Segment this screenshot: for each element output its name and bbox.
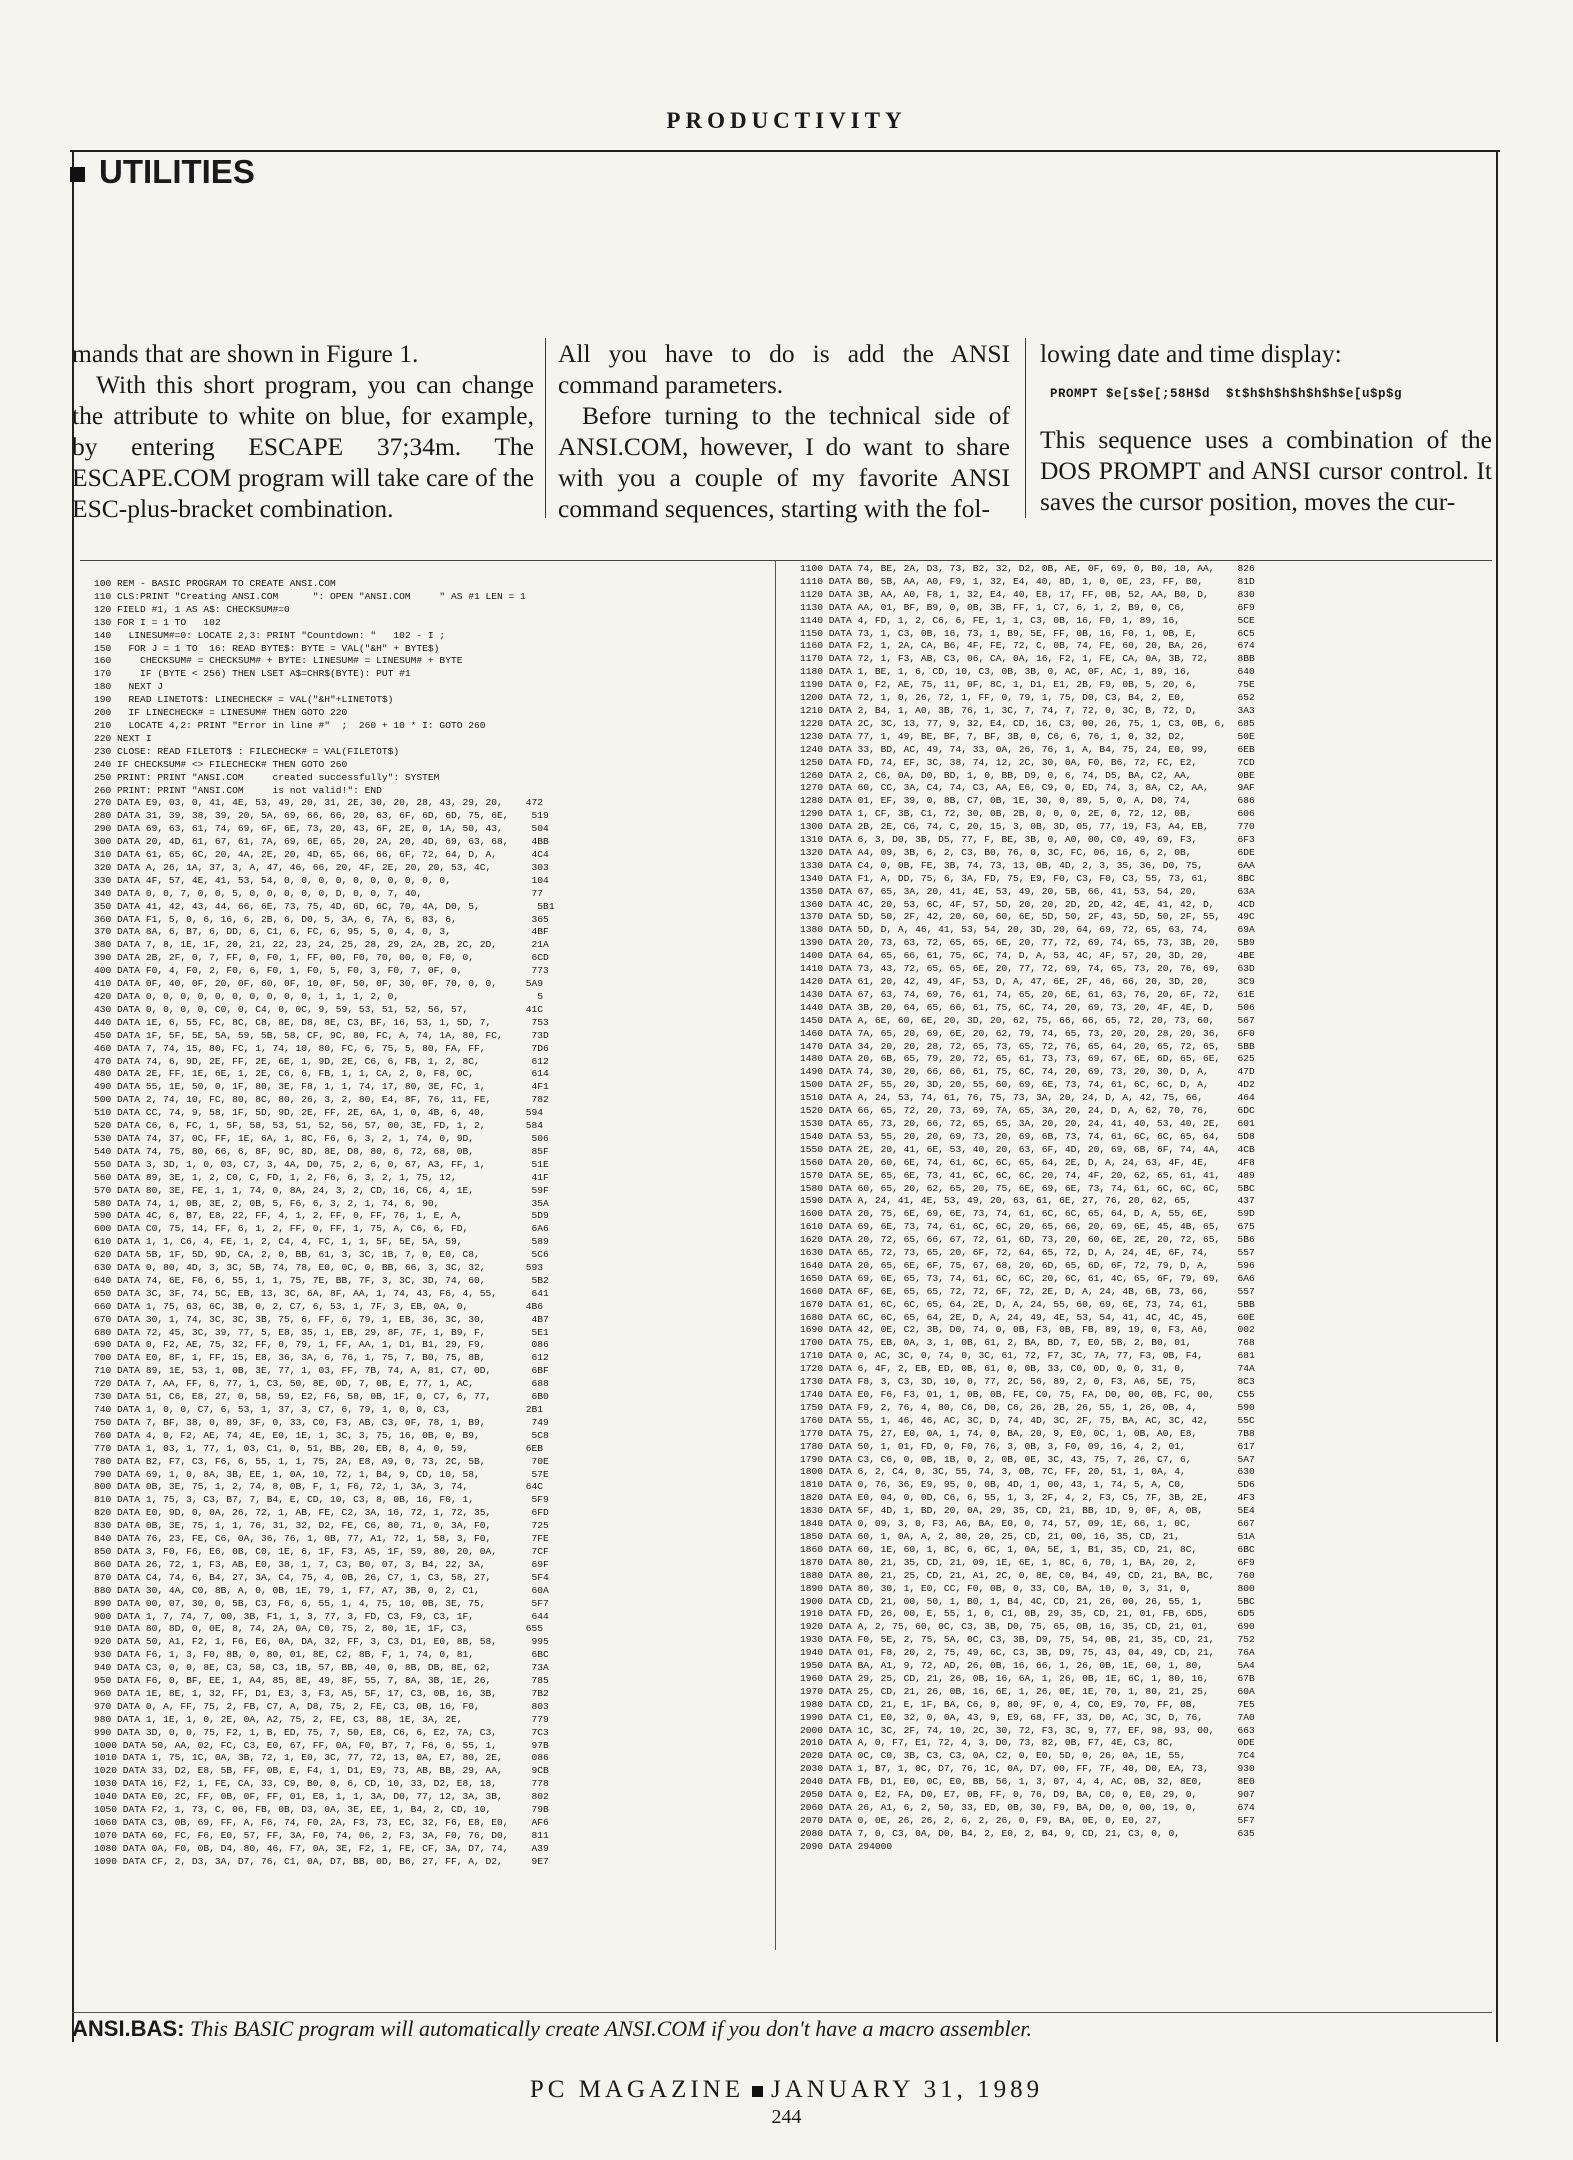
listing-line: 430 DATA 0, 0, 0, 0, C0, 0, C4, 0, 0C, 9, 59, 53, 51, 52, 56, 57, 41C <box>94 1003 544 1015</box>
paragraph: With this short program, you can change the attribute to white on blue, for example, by entering ESCAPE 37;34m. The ESCAPE.COM program will take care of the ESC-plus-bracket combination. <box>72 370 534 523</box>
listing-line: 370 DATA 8A, 6, B7, 6, DD, 6, C1, 6, FC, 6, 95, 5, 0, 4, 0, 3, 4BF <box>94 926 549 938</box>
listing-line: 1830 DATA 5F, 4D, 1, BD, 20, 0A, 29, 35, CD, 21, BB, 1D, 9, 0F, A, 0B, 5E4 <box>800 1505 1255 1517</box>
listing-line: 1240 DATA 33, BD, AC, 49, 74, 33, 0A, 26, 76, 1, A, B4, 75, 24, E0, 99, 6EB <box>800 743 1255 755</box>
listing-line: 1110 DATA B0, 5B, AA, A0, F9, 1, 32, E4, 40, 8D, 1, 0, 0E, 23, FF, B0, 81D <box>800 575 1255 587</box>
listing-line: 520 DATA C6, 6, FC, 1, 5F, 58, 53, 51, 52, 56, 57, 00, 3E, FD, 1, 2, 584 <box>94 1120 544 1132</box>
listing-line: 870 DATA C4, 74, 6, B4, 27, 3A, C4, 75, 4, 0B, 26, C7, 1, C3, 58, 27, 5F4 <box>94 1571 549 1583</box>
listing-line: 210 LOCATE 4,2: PRINT "Error in line #" ; 260 + 10 * I: GOTO 260 <box>94 719 486 731</box>
listing-line: 990 DATA 3D, 0, 0, 75, F2, 1, B, ED, 75, 7, 50, E8, C6, 6, E2, 7A, C3, 7C3 <box>94 1726 549 1738</box>
listing-line: 640 DATA 74, 6E, F6, 6, 55, 1, 1, 75, 7E, BB, 7F, 3, 3C, 3D, 74, 60, 5B2 <box>94 1274 549 1286</box>
listing-line: 1150 DATA 73, 1, C3, 0B, 16, 73, 1, B9, 5E, FF, 0B, 16, F0, 1, 0B, E, 6C5 <box>800 627 1255 639</box>
listing-line: 890 DATA 00, 07, 30, 0, 5B, C3, F6, 6, 55, 1, 4, 75, 10, 0B, 3E, 75, 5F7 <box>94 1597 549 1609</box>
listing-line: 900 DATA 1, 7, 74, 7, 00, 3B, F1, 1, 3, 77, 3, FD, C3, F9, C3, 1F, 644 <box>94 1610 549 1622</box>
listing-line: 1290 DATA 1, CF, 3B, C1, 72, 30, 0B, 2B, 0, 0, 0, 2E, 0, 72, 12, 0B, 606 <box>800 808 1255 820</box>
listing-line: 1090 DATA CF, 2, D3, 3A, D7, 76, C1, 0A, D7, BB, 0D, B6, 27, FF, A, D2, 9E7 <box>94 1855 549 1867</box>
listing-line: 510 DATA CC, 74, 9, 58, 1F, 5D, 9D, 2E, FF, 2E, 6A, 1, 0, 4B, 6, 40, 594 <box>94 1107 544 1119</box>
listing-line: 170 IF (BYTE < 256) THEN LSET A$=CHR$(BYTE): PUT #1 <box>94 668 411 680</box>
listing-line: 350 DATA 41, 42, 43, 44, 66, 6E, 73, 75, 4D, 6D, 6C, 70, 4A, D0, 5, 5B1 <box>94 900 555 912</box>
listing-line: 1060 DATA C3, 0B, 69, FF, A, F6, 74, F0, 2A, F3, 73, EC, 32, F6, E8, E0, AF6 <box>94 1817 549 1828</box>
section-header: PRODUCTIVITY <box>666 108 907 133</box>
listing-line: 420 DATA 0, 0, 0, 0, 0, 0, 0, 0, 0, 0, 1, 1, 1, 2, 0, 5 <box>94 991 544 1002</box>
listing-line: 1420 DATA 61, 20, 42, 49, 4F, 53, D, A, 47, 6E, 2F, 46, 66, 20, 3D, 20, 3C9 <box>800 976 1255 987</box>
listing-line: 2070 DATA 0, 0E, 26, 26, 2, 6, 2, 26, 0, F9, BA, 0E, 0, E0, 27, 5F7 <box>800 1814 1255 1826</box>
listing-line: 190 READ LINETOT$: LINECHECK# = VAL("&H"+LINETOT$) <box>94 694 394 706</box>
caption-label: ANSI.BAS: <box>72 2016 185 2041</box>
listing-line: 300 DATA 20, 4D, 61, 67, 61, 7A, 69, 6E, 65, 20, 2A, 20, 4D, 69, 63, 68, 4BB <box>94 836 549 848</box>
listing-line: 1600 DATA 20, 75, 6E, 69, 6E, 73, 74, 61, 6C, 6C, 65, 64, D, A, 55, 6E, 59D <box>800 1208 1255 1220</box>
listing-line: 1900 DATA CD, 21, 00, 50, 1, B0, 1, B4, 4C, CD, 21, 26, 00, 26, 55, 1, 5BC <box>800 1595 1255 1607</box>
listing-line: 2050 DATA 0, E2, FA, D0, E7, 0B, FF, 0, 76, D9, BA, C0, 0, E0, 29, 0, 907 <box>800 1789 1255 1801</box>
listing-line: 1280 DATA 01, EF, 39, 0, 8B, C7, 0B, 1E, 30, 0, 89, 5, 0, A, D0, 74, 686 <box>800 795 1255 807</box>
listing-line: 340 DATA 0, 0, 7, 0, 0, 5, 0, 0, 0, 0, 0, D, 0, 0, 7, 40, 77 <box>94 887 544 899</box>
column-divider <box>545 338 546 518</box>
listing-line: 1580 DATA 60, 65, 20, 62, 65, 20, 75, 6E, 69, 6E, 73, 74, 61, 6C, 6C, 6C, 5BC <box>800 1182 1255 1194</box>
listing-line: 600 DATA C0, 75, 14, FF, 6, 1, 2, FF, 0, FF, 1, 75, A, C6, 6, FD, 6A6 <box>94 1223 549 1235</box>
listing-line: 630 DATA 0, 80, 4D, 3, 3C, 5B, 74, 78, E0, 0C, 0, BB, 66, 3, 3C, 32, 593 <box>94 1262 544 1274</box>
listing-line: 620 DATA 5B, 1F, 5D, 9D, CA, 2, 0, BB, 61, 3, 3C, 1B, 7, 0, E0, C8, 5C6 <box>94 1249 549 1261</box>
listing-line: 1050 DATA F2, 1, 73, C, 06, FB, 0B, D3, 0A, 3E, EE, 1, B4, 2, CD, 10, 79B <box>94 1804 549 1816</box>
listing-line: 480 DATA 2E, FF, 1E, 6E, 1, 2E, C6, 6, FB, 1, 1, CA, 2, 0, F8, 0C, 614 <box>94 1068 549 1080</box>
listing-line: 2010 DATA A, 0, F7, E1, 72, 4, 3, D0, 73, 82, 0B, F7, 4E, C3, 8C, 0DE <box>800 1737 1255 1749</box>
listing-line: 1100 DATA 74, BE, 2A, D3, 73, B2, 32, D2, 0B, AE, 0F, 69, 0, B0, 10, AA, 826 <box>800 563 1255 574</box>
listing-line: 380 DATA 7, 8, 1E, 1F, 20, 21, 22, 23, 24, 25, 28, 29, 2A, 2B, 2C, 2D, 21A <box>94 939 549 951</box>
column-divider <box>1025 338 1026 518</box>
paragraph: All you have to do is add the ANSI command parameters. <box>558 339 1010 399</box>
listing-line: 570 DATA 80, 3E, FE, 1, 1, 74, 0, 8A, 24, 3, 2, CD, 16, C6, 4, 1E, 59F <box>94 1184 549 1196</box>
department-label: UTILITIES <box>99 153 255 190</box>
listing-line: 160 CHECKSUM# = CHECKSUM# + BYTE: LINESUM# = LINESUM# + BYTE <box>94 655 463 667</box>
prompt-code-sample: PROMPT $e[s$e[;58H$d $t$h$h$h$h$h$h$e[u$p$g <box>1050 387 1403 401</box>
listing-divider <box>775 560 776 1950</box>
listing-line: 1620 DATA 20, 72, 65, 66, 67, 72, 61, 6D, 73, 20, 60, 6E, 2E, 20, 72, 65, 5B6 <box>800 1234 1255 1246</box>
listing-line: 670 DATA 30, 1, 74, 3C, 3C, 3B, 75, 6, FF, 6, 79, 1, EB, 36, 3C, 30, 4B7 <box>94 1313 549 1325</box>
listing-line: 1930 DATA F0, 5E, 2, 75, 5A, 0C, C3, 3B, D9, 75, 54, 0B, 21, 35, CD, 21, 752 <box>800 1634 1255 1646</box>
page-footer <box>0 2076 1573 2104</box>
listing-line: 770 DATA 1, 03, 1, 77, 1, 03, C1, 0, 51, BB, 20, EB, 8, 4, 0, 59, 6EB <box>94 1442 544 1454</box>
listing-line: 920 DATA 50, A1, F2, 1, F6, E6, 0A, DA, 32, FF, 3, C3, D1, E0, 8B, 58, 995 <box>94 1636 549 1648</box>
listing-line: 2090 DATA 294000 <box>800 1840 893 1852</box>
listing-line: 1650 DATA 69, 6E, 65, 73, 74, 61, 6C, 6C, 20, 6C, 61, 4C, 65, 6F, 79, 69, 6A6 <box>800 1272 1255 1284</box>
listing-line: 540 DATA 74, 75, 80, 66, 6, 8F, 9C, 8D, 8E, D8, 80, 6, 72, 68, 0B, 85F <box>94 1145 549 1157</box>
listing-line: 1070 DATA 60, FC, F6, E0, 57, FF, 3A, F0, 74, 06, 2, F3, 3A, F0, 76, D0, 811 <box>94 1829 549 1841</box>
listing-line: 1910 DATA FD, 26, 00, E, 55, 1, 0, C1, 0B, 29, 35, CD, 21, 01, FB, 6D5, 6D5 <box>800 1608 1255 1620</box>
listing-line: 400 DATA F0, 4, F0, 2, F0, 6, F0, 1, F0, 5, F0, 3, F0, 7, 0F, 0, 773 <box>94 965 549 977</box>
listing-line: 1160 DATA F2, 1, 2A, CA, B6, 4F, FE, 72, C, 0B, 74, FE, 60, 20, BA, 26, 674 <box>800 640 1255 652</box>
listing-line: 660 DATA 1, 75, 63, 6C, 3B, 0, 2, C7, 6, 53, 1, 7F, 3, EB, 0A, 0, 4B6 <box>94 1300 544 1312</box>
listing-line: 1530 DATA 65, 73, 20, 66, 72, 65, 65, 3A, 20, 20, 24, 41, 40, 53, 40, 2E, 601 <box>800 1117 1255 1129</box>
listing-line: 1540 DATA 53, 55, 20, 20, 69, 73, 20, 69, 6B, 73, 74, 61, 6C, 6C, 65, 64, 5D8 <box>800 1130 1255 1142</box>
listing-line: 280 DATA 31, 39, 38, 39, 20, 5A, 69, 66, 66, 20, 63, 6F, 6D, 6D, 75, 6E, 519 <box>94 810 549 822</box>
listing-line: 390 DATA 2B, 2F, 0, 7, FF, 0, F0, 1, FF, 00, F0, 70, 00, 0, F0, 0, 6CD <box>94 952 549 964</box>
listing-line: 1450 DATA A, 6E, 60, 6E, 20, 3D, 20, 62, 75, 66, 66, 65, 72, 20, 73, 60, 567 <box>800 1014 1255 1026</box>
figure-caption <box>72 2016 1032 2042</box>
listing-line: 1470 DATA 34, 20, 20, 28, 72, 65, 73, 65, 72, 76, 65, 64, 20, 65, 72, 65, 5BB <box>800 1040 1255 1052</box>
listing-line: 230 CLOSE: READ FILETOT$ : FILECHECK# = VAL(FILETOT$) <box>94 745 400 757</box>
listing-line: 1430 DATA 67, 63, 74, 69, 76, 61, 74, 65, 20, 6E, 61, 63, 76, 20, 6F, 72, 61E <box>800 988 1255 1000</box>
listing-line: 1730 DATA F8, 3, C3, 3D, 10, 0, 77, 2C, 56, 89, 2, 0, F3, A6, 5E, 75, 8C3 <box>800 1376 1255 1388</box>
listing-line: 980 DATA 1, 1E, 1, 0, 2E, 0A, A2, 75, 2, FE, C3, 88, 1E, 3A, 2E, 779 <box>94 1713 549 1725</box>
listing-line: 1030 DATA 16, F2, 1, FE, CA, 33, C9, B0, 0, 6, CD, 10, 33, D2, E8, 18, 778 <box>94 1778 549 1790</box>
listing-line: 130 FOR I = 1 TO 102 <box>94 616 221 628</box>
listing-line: 560 DATA 89, 3E, 1, 2, C0, C, FD, 1, 2, F6, 6, 3, 2, 1, 75, 12, 41F <box>94 1171 549 1183</box>
listing-line: 1300 DATA 2B, 2E, C6, 74, C, 20, 15, 3, 0B, 3D, 05, 77, 19, F3, A4, EB, 770 <box>800 821 1255 833</box>
listing-line: 180 NEXT J <box>94 681 164 693</box>
listing-line: 1740 DATA E0, F6, F3, 01, 1, 0B, 0B, FE, C0, 75, FA, D0, 00, 0B, FC, 00, C55 <box>800 1389 1255 1400</box>
listing-line: 360 DATA F1, 5, 0, 6, 16, 6, 2B, 6, D0, 5, 3A, 6, 7A, 6, 83, 6, 365 <box>94 913 549 925</box>
listing-line: 700 DATA E0, 8F, 1, FF, 15, E8, 36, 3A, 6, 76, 1, 75, 7, B0, 75, 8B, 612 <box>94 1352 549 1364</box>
listing-line: 1890 DATA 80, 30, 1, E0, CC, F0, 0B, 0, 33, C0, BA, 10, 0, 3, 31, 0, 800 <box>800 1582 1255 1594</box>
listing-line: 1670 DATA 61, 6C, 6C, 65, 64, 2E, D, A, 24, 55, 60, 69, 6E, 73, 74, 61, 5BB <box>800 1298 1255 1310</box>
listing-line: 1690 DATA 42, 0E, C2, 3B, D0, 74, 0, 0B, F3, 0B, FB, 89, 19, 0, F3, A6, 002 <box>800 1324 1255 1336</box>
caption-rule <box>72 2012 1492 2013</box>
listing-line: 1510 DATA A, 24, 53, 74, 61, 76, 75, 73, 3A, 20, 24, D, A, 42, 75, 66, 464 <box>800 1092 1255 1104</box>
listing-line: 1880 DATA 80, 21, 25, CD, 21, A1, 2C, 0, 8E, C0, B4, 49, CD, 21, BA, BC, 760 <box>800 1569 1255 1581</box>
listing-line: 290 DATA 69, 63, 61, 74, 69, 6F, 6E, 73, 20, 43, 6F, 2E, 0, 1A, 50, 43, 504 <box>94 823 549 835</box>
listing-line: 1140 DATA 4, FD, 1, 2, C6, 6, FE, 1, 1, C3, 0B, 16, F0, 1, 89, 16, 5CE <box>800 614 1255 626</box>
listing-line: 970 DATA 0, A, FF, 75, 2, FB, C7, A, D8, 75, 2, FE, C3, 0B, 16, F0, 803 <box>94 1700 549 1712</box>
listing-line: 730 DATA 51, C6, E8, 27, 0, 58, 59, E2, F6, 58, 0B, 1F, 0, C7, 6, 77, 6B0 <box>94 1391 549 1403</box>
listing-line: 1410 DATA 73, 43, 72, 65, 65, 6E, 20, 77, 72, 69, 74, 65, 73, 20, 76, 69, 63D <box>800 963 1255 975</box>
listing-line: 490 DATA 55, 1E, 50, 0, 1F, 80, 3E, F8, 1, 1, 74, 17, 80, 3E, FC, 1, 4F1 <box>94 1081 549 1093</box>
listing-line: 1370 DATA 5D, 50, 2F, 42, 20, 60, 60, 6E, 5D, 50, 2F, 43, 5D, 50, 2F, 55, 49C <box>800 911 1255 923</box>
listing-line: 780 DATA B2, F7, C3, F6, 6, 55, 1, 1, 75, 2A, E8, A9, 0, 73, 2C, 5B, 70E <box>94 1455 549 1467</box>
basic-listing-right <box>800 563 1480 1948</box>
listing-line: 320 DATA A, 26, 1A, 37, 3, A, 47, 46, 66, 20, 4F, 2E, 20, 20, 53, 4C, 303 <box>94 861 549 873</box>
listing-line: 690 DATA 0, F2, AE, 75, 32, FF, 0, 79, 1, FF, AA, 1, D1, B1, 29, F9, 086 <box>94 1339 549 1351</box>
listing-line: 1750 DATA F9, 2, 76, 4, 80, C6, D0, C6, 26, 2B, 26, 55, 1, 26, 0B, 4, 590 <box>800 1401 1255 1413</box>
listing-line: 1770 DATA 75, 27, E0, 0A, 1, 74, 0, BA, 20, 9, E0, 0C, 1, 0B, A0, E8, 7B8 <box>800 1427 1255 1439</box>
listing-line: 1860 DATA 60, 1E, 60, 1, 8C, 6, 6C, 1, 0A, 5E, 1, B1, 35, CD, 21, 8C, 6BC <box>800 1543 1255 1555</box>
listing-line: 960 DATA 1E, 8E, 1, 32, FF, D1, E3, 3, F3, A5, 5F, 17, C3, 0B, 16, 3B, 7B2 <box>94 1687 549 1699</box>
listing-line: 500 DATA 2, 74, 10, FC, 80, 8C, 80, 26, 3, 2, 80, E4, 8F, 76, 11, FE, 782 <box>94 1094 549 1106</box>
listing-line: 1970 DATA 25, CD, 21, 26, 0B, 16, 6E, 1, 26, 0E, 1E, 70, 1, 80, 21, 25, 60A <box>800 1685 1255 1697</box>
listing-line: 1850 DATA 60, 1, 0A, A, 2, 80, 20, 25, CD, 21, 00, 16, 35, CD, 21, 51A <box>800 1530 1255 1542</box>
listing-line: 1700 DATA 75, EB, 0A, 3, 1, 0B, 61, 2, BA, BD, 7, E0, 5B, 2, B0, 01, 768 <box>800 1337 1255 1349</box>
listing-line: 1760 DATA 55, 1, 46, 46, AC, 3C, D, 74, 4D, 3C, 2F, 75, BA, AC, 3C, 42, 55C <box>800 1414 1255 1426</box>
listing-line: 1660 DATA 6F, 6E, 65, 65, 72, 72, 6F, 72, 2E, D, A, 24, 4B, 6B, 73, 66, 557 <box>800 1285 1255 1297</box>
listing-line: 1780 DATA 50, 1, 01, FD, 0, F0, 76, 3, 0B, 3, F0, 09, 16, 4, 2, 01, 617 <box>800 1440 1255 1452</box>
page-number: 244 <box>771 2106 802 2128</box>
listing-line: 2060 DATA 26, A1, 6, 2, 50, 33, ED, 0B, 30, F9, BA, D0, 0, 00, 19, 0, 674 <box>800 1802 1255 1813</box>
listing-line: 1390 DATA 20, 73, 63, 72, 65, 65, 6E, 20, 77, 72, 69, 74, 65, 73, 3B, 20, 5B9 <box>800 937 1255 949</box>
listing-line: 1400 DATA 64, 65, 66, 61, 75, 6C, 74, D, A, 53, 4C, 4F, 57, 20, 3D, 20, 4BE <box>800 950 1255 962</box>
listing-line: 1010 DATA 1, 75, 1C, 0A, 3B, 72, 1, E0, 3C, 77, 72, 13, 0A, E7, 80, 2E, 086 <box>94 1752 549 1764</box>
listing-line: 810 DATA 1, 75, 3, C3, B7, 7, B4, E, CD, 10, C3, 8, 0B, 16, F0, 1, 5F9 <box>94 1494 549 1506</box>
listing-line: 1040 DATA E0, 2C, FF, 0B, 0F, FF, 01, E8, 1, 1, 3A, D0, 77, 12, 3A, 3B, 802 <box>94 1791 549 1803</box>
basic-listing-left <box>94 578 754 1946</box>
listing-line: 1550 DATA 2E, 20, 41, 6E, 53, 40, 20, 63, 6F, 4D, 20, 69, 6B, 6F, 74, 4A, 4CB <box>800 1143 1255 1155</box>
listing-line: 930 DATA F6, 1, 3, F0, 8B, 0, 80, 01, 8E, C2, 8B, F, 1, 74, 0, 81, 6BC <box>94 1649 549 1661</box>
listing-line: 440 DATA 1E, 6, 55, FC, 8C, C8, 8E, D8, 8E, C3, BF, 16, 53, 1, 5D, 7, 753 <box>94 1016 549 1028</box>
caption-text: This BASIC program will automatically create ANSI.COM if you don't have a macro assembler. <box>189 2016 1033 2041</box>
listing-line: 1180 DATA 1, BE, 1, 6, CD, 10, C3, 0B, 3B, 0, AC, 0F, AC, 1, 89, 16, 640 <box>800 666 1255 678</box>
listing-line: 140 LINESUM#=0: LOCATE 2,3: PRINT "Countdown: " 102 - I ; <box>94 629 446 641</box>
listing-line: 1330 DATA C4, 0, 0B, FE, 3B, 74, 73, 13, 0B, 4D, 2, 3, 35, 36, D0, 75, 6AA <box>800 859 1255 871</box>
listing-line: 1920 DATA A, 2, 75, 60, 0C, C3, 3B, D0, 75, 65, 0B, 16, 35, CD, 21, 01, 690 <box>800 1621 1255 1633</box>
top-rule <box>70 150 1500 152</box>
department-heading <box>70 153 255 191</box>
right-rule <box>1496 150 1498 2042</box>
listing-line: 1340 DATA F1, A, DD, 75, 6, 3A, FD, 75, E9, F0, C3, F0, C3, 55, 73, 61, 8BC <box>800 872 1255 884</box>
listing-line: 790 DATA 69, 1, 0, 8A, 3B, EE, 1, 0A, 10, 72, 1, B4, 9, CD, 10, 58, 57E <box>94 1468 549 1480</box>
listing-line: 1490 DATA 74, 30, 20, 66, 66, 61, 75, 6C, 74, 20, 69, 73, 20, 30, D, A, 47D <box>800 1066 1255 1078</box>
listing-line: 1170 DATA 72, 1, F3, AB, C3, 06, CA, 0A, 16, F2, 1, FE, CA, 0A, 3B, 72, 8BB <box>800 653 1255 665</box>
listing-line: 1000 DATA 50, AA, 02, FC, C3, E0, 67, FF, 0A, F0, B7, 7, F6, 6, 55, 1, 97B <box>94 1739 549 1751</box>
listing-line: 590 DATA 4C, 6, B7, E8, 22, FF, 4, 1, 2, FF, 0, FF, 76, 1, E, A, 5D9 <box>94 1210 549 1222</box>
listing-line: 1990 DATA C1, E0, 32, 0, 0A, 43, 9, E9, 68, FF, 33, D0, AC, 3C, D, 76, 7A0 <box>800 1711 1255 1723</box>
listing-line: 580 DATA 74, 1, 0B, 3E, 2, 0B, 5, F6, 6, 3, 2, 1, 74, 6, 90, 35A <box>94 1197 549 1209</box>
listing-line: 1640 DATA 20, 65, 6E, 6F, 75, 67, 68, 20, 6D, 65, 6D, 6F, 72, 79, D, A, 596 <box>800 1259 1255 1271</box>
issue-date: JANUARY 31, 1989 <box>771 2076 1044 2103</box>
listing-line: 1840 DATA 0, 09, 3, 0, F3, A6, BA, E0, 0, 74, 57, 09, 1E, 66, 1, 0C, 667 <box>800 1518 1255 1530</box>
listing-line: 110 CLS:PRINT "Creating ANSI.COM ": OPEN "ANSI.COM " AS #1 LEN = 1 <box>94 590 526 602</box>
listing-line: 250 PRINT: PRINT "ANSI.COM created successfully": SYSTEM <box>94 771 440 783</box>
listing-line: 1080 DATA 0A, F0, 0B, D4, 80, 46, F7, 0A, 3E, F2, 1, FE, CF, 3A, D7, 74, A39 <box>94 1842 549 1854</box>
listing-line: 1350 DATA 67, 65, 3A, 20, 41, 4E, 53, 49, 20, 5B, 66, 41, 53, 54, 20, 63A <box>800 885 1255 897</box>
listing-line: 1210 DATA 2, B4, 1, A0, 3B, 76, 1, 3C, 7, 74, 7, 72, 0, 3C, B, 72, D, 3A3 <box>800 704 1255 716</box>
listing-line: 2040 DATA FB, D1, E0, 0C, E0, BB, 56, 1, 3, 07, 4, 4, AC, 0B, 32, 8E0, 8E0 <box>800 1776 1255 1788</box>
listing-line: 1500 DATA 2F, 55, 20, 3D, 20, 55, 60, 69, 6E, 73, 74, 61, 6C, 6C, D, A, 4D2 <box>800 1079 1255 1091</box>
listing-line: 1200 DATA 72, 1, 0, 26, 72, 1, FF, 0, 79, 1, 75, D0, C3, B4, 2, E0, 652 <box>800 692 1255 704</box>
listing-line: 1320 DATA A4, 09, 3B, 6, 2, C3, B0, 76, 0, 3C, FC, 06, 16, 6, 2, 0B, 6DE <box>800 846 1255 858</box>
listing-line: 1610 DATA 69, 6E, 73, 74, 61, 6C, 6C, 20, 65, 66, 20, 69, 6E, 45, 4B, 65, 675 <box>800 1221 1255 1233</box>
listing-line: 310 DATA 61, 65, 6C, 20, 4A, 2E, 20, 4D, 65, 66, 66, 6F, 72, 64, D, A, 4C4 <box>94 849 549 861</box>
listing-line: 850 DATA 3, F0, F6, E6, 0B, C0, 1E, 6, 1F, F3, A5, 1F, 59, 80, 20, 0A, 7CF <box>94 1545 549 1557</box>
listing-line: 260 PRINT: PRINT "ANSI.COM is not valid!": END <box>94 784 382 796</box>
listing-line: 1220 DATA 2C, 3C, 13, 77, 9, 32, E4, CD, 16, C3, 00, 26, 75, 1, C3, 0B, 6, 685 <box>800 717 1255 729</box>
listing-line: 2020 DATA 0C, C0, 3B, C3, C3, 0A, C2, 0, E0, 5D, 0, 26, 0A, 1E, 55, 7C4 <box>800 1750 1255 1762</box>
listing-line: 1560 DATA 20, 60, 6E, 74, 61, 6C, 6C, 65, 64, 2E, D, A, 24, 63, 4F, 4E, 4F8 <box>800 1156 1255 1168</box>
paragraph: lowing date and time display: <box>1040 339 1342 368</box>
listing-line: 470 DATA 74, 6, 9D, 2E, FF, 2E, 6E, 1, 9D, 2E, C6, 6, FB, 1, 2, 8C, 612 <box>94 1055 549 1067</box>
listing-line: 1800 DATA 6, 2, C4, 0, 3C, 55, 74, 3, 0B, 7C, FF, 20, 51, 1, 0A, 4, 630 <box>800 1466 1255 1478</box>
listing-line: 100 REM - BASIC PROGRAM TO CREATE ANSI.COM <box>94 578 336 589</box>
listing-line: 1710 DATA 0, AC, 3C, 0, 74, 0, 3C, 61, 72, F7, 3C, 7A, 77, F3, 0B, F4, 681 <box>800 1350 1255 1362</box>
listing-line: 150 FOR J = 1 TO 16: READ BYTE$: BYTE = VAL("&H" + BYTE$) <box>94 642 440 654</box>
listing-line: 1460 DATA 7A, 65, 20, 69, 6E, 20, 62, 79, 74, 65, 73, 20, 20, 28, 20, 36, 6F0 <box>800 1027 1255 1039</box>
listing-line: 2030 DATA 1, B7, 1, 0C, D7, 76, 1C, 0A, D7, 00, FF, 7F, 40, D0, EA, 73, 930 <box>800 1763 1255 1775</box>
listing-line: 220 NEXT I <box>94 732 152 744</box>
listing-line: 800 DATA 0B, 3E, 75, 1, 2, 74, 8, 0B, F, 1, F6, 72, 1, 3A, 3, 74, 64C <box>94 1481 544 1493</box>
listing-line: 1790 DATA C3, C6, 0, 0B, 1B, 0, 2, 0B, 0E, 3C, 43, 75, 7, 26, C7, 6, 5A7 <box>800 1453 1255 1465</box>
listing-line: 1250 DATA FD, 74, EF, 3C, 38, 74, 12, 2C, 30, 0A, F0, B6, 72, FC, E2, 7CD <box>800 756 1255 768</box>
listing-line: 750 DATA 7, BF, 38, 0, 89, 3F, 0, 33, C0, F3, AB, C3, 0F, 78, 1, B9, 749 <box>94 1416 549 1428</box>
listing-line: 330 DATA 4F, 57, 4E, 41, 53, 54, 0, 0, 0, 0, 0, 0, 0, 0, 0, 0, 104 <box>94 874 549 886</box>
listing-line: 460 DATA 7, 74, 15, 80, FC, 1, 74, 10, 80, FC, 6, 75, 5, 80, FA, FF, 7D6 <box>94 1042 549 1054</box>
listing-line: 1190 DATA 0, F2, AE, 75, 11, 0F, 8C, 1, D1, E1, 2B, F9, 0B, 5, 20, 6, 75E <box>800 679 1255 691</box>
listing-line: 1260 DATA 2, C6, 0A, D0, BD, 1, 0, BB, D9, 0, 6, 74, D5, BA, C2, AA, 0BE <box>800 769 1255 781</box>
listing-line: 760 DATA 4, 0, F2, AE, 74, 4E, E0, 1E, 1, 3C, 3, 75, 16, 0B, 0, B9, 5C8 <box>94 1429 549 1441</box>
listing-line: 1310 DATA 6, 3, D0, 3B, D5, 77, F, BE, 3B, 0, A0, 00, C0, 49, 69, F3, 6F3 <box>800 834 1255 846</box>
listing-line: 1270 DATA 60, CC, 3A, C4, 74, C3, AA, E6, C9, 0, ED, 74, 3, 8A, C2, AA, 9AF <box>800 782 1255 794</box>
listing-line: 1680 DATA 6C, 6C, 65, 64, 2E, D, A, 24, 49, 4E, 53, 54, 41, 4C, 4C, 45, 60E <box>800 1311 1255 1323</box>
listing-line: 2000 DATA 1C, 3C, 2F, 74, 10, 2C, 30, 72, F3, 3C, 9, 77, EF, 98, 93, 00, 663 <box>800 1724 1255 1736</box>
listing-line: 740 DATA 1, 0, 0, C7, 6, 53, 1, 37, 3, C7, 6, 79, 1, 0, 0, C3, 2B1 <box>94 1404 544 1415</box>
listing-line: 1230 DATA 77, 1, 49, BE, BF, 7, BF, 3B, 0, C6, 6, 76, 1, 0, 32, D2, 50E <box>800 730 1255 742</box>
listing-line: 830 DATA 0B, 3E, 75, 1, 1, 76, 31, 32, D2, FE, C6, 80, 71, 0, 3A, F0, 725 <box>94 1520 549 1532</box>
listing-line: 1720 DATA 6, 4F, 2, EB, ED, 0B, 61, 0, 0B, 33, C0, 0D, 0, 0, 31, 0, 74A <box>800 1363 1255 1375</box>
listing-line: 1820 DATA E0, 04, 0, 0D, C6, 6, 55, 1, 3, 2F, 4, 2, F3, C5, 7F, 3B, 2E, 4F3 <box>800 1492 1255 1504</box>
paragraph: Before turning to the technical side of ANSI.COM, however, I do want to share with you a couple of my favorite ANSI command sequences, starting with the fol- <box>558 401 1010 523</box>
listing-line: 120 FIELD #1, 1 AS A$: CHECKSUM#=0 <box>94 603 290 615</box>
listing-line: 820 DATA E0, 9D, 0, 0A, 26, 72, 1, AB, FE, C2, 3A, 16, 72, 1, 72, 35, 6FD <box>94 1507 549 1519</box>
paragraph: mands that are shown in Figure 1. <box>72 339 419 368</box>
text-column-1 <box>72 338 534 524</box>
square-bullet-icon <box>752 2086 763 2097</box>
listing-line: 450 DATA 1F, 5F, 5E, 5A, 59, 5B, 58, CF, 9C, 80, FC, A, 74, 1A, 80, FC, 73D <box>94 1029 549 1041</box>
listing-line: 720 DATA 7, AA, FF, 6, 77, 1, C3, 50, 8E, 0D, 7, 0B, E, 77, 1, AC, 688 <box>94 1378 549 1390</box>
listing-line: 530 DATA 74, 37, 0C, FF, 1E, 6A, 1, 8C, F6, 6, 3, 2, 1, 74, 0, 9D, 506 <box>94 1132 549 1144</box>
listing-line: 1940 DATA 01, F8, 20, 2, 75, 49, 6C, C3, 3B, D9, 75, 43, 04, 49, CD, 21, 76A <box>800 1647 1255 1659</box>
square-bullet-icon <box>70 167 85 182</box>
listing-line: 1630 DATA 65, 72, 73, 65, 20, 6F, 72, 64, 65, 72, D, A, 24, 4E, 6F, 74, 557 <box>800 1247 1255 1259</box>
magazine-name: PC MAGAZINE <box>529 2076 745 2103</box>
listing-line: 1480 DATA 20, 6B, 65, 79, 20, 72, 65, 61, 73, 73, 69, 67, 6E, 6D, 65, 6E, 625 <box>800 1053 1255 1065</box>
text-column-3 <box>1040 338 1492 517</box>
listing-line: 1120 DATA 3B, AA, A0, F8, 1, 32, E4, 40, E8, 17, FF, 0B, 52, AA, B0, D, 830 <box>800 588 1255 600</box>
listing-line: 1810 DATA 0, 76, 36, E9, 95, 0, 0B, 4D, 1, 00, 43, 1, 74, 5, A, C0, 5D6 <box>800 1479 1255 1491</box>
listing-line: 1960 DATA 29, 25, CD, 21, 26, 0B, 16, 6A, 1, 26, 0B, 1E, 6C, 1, 80, 16, 67B <box>800 1672 1255 1684</box>
listing-line: 1520 DATA 66, 65, 72, 20, 73, 69, 7A, 65, 3A, 20, 24, D, A, 62, 70, 76, 6DC <box>800 1105 1255 1117</box>
listing-line: 1870 DATA 80, 21, 35, CD, 21, 09, 1E, 6E, 1, 8C, 6, 70, 1, BA, 20, 2, 6F9 <box>800 1556 1255 1568</box>
listing-line: 1380 DATA 5D, D, A, 46, 41, 53, 54, 20, 3D, 20, 64, 69, 72, 65, 63, 74, 69A <box>800 924 1255 936</box>
listing-line: 880 DATA 30, 4A, C0, 8B, A, 0, 0B, 1E, 79, 1, F7, A7, 3B, 0, 2, C1, 60A <box>94 1584 549 1596</box>
listing-line: 1440 DATA 3B, 20, 64, 65, 66, 61, 75, 6C, 74, 20, 69, 73, 20, 4F, 4E, D, 506 <box>800 1001 1255 1013</box>
listing-line: 240 IF CHECKSUM# <> FILECHECK# THEN GOTO 260 <box>94 758 348 770</box>
listing-line: 910 DATA 80, 8D, 0, 0E, 8, 74, 2A, 0A, C0, 75, 2, 80, 1E, 1F, C3, 655 <box>94 1623 544 1635</box>
listing-line: 2080 DATA 7, 0, C3, 0A, D0, B4, 2, E0, 2, B4, 9, CD, 21, C3, 0, 0, 635 <box>800 1827 1255 1839</box>
listing-line: 270 DATA E9, 03, 0, 41, 4E, 53, 49, 20, 31, 2E, 30, 20, 28, 43, 29, 20, 472 <box>94 797 544 809</box>
listing-line: 200 IF LINECHECK# = LINESUM# THEN GOTO 220 <box>94 707 348 719</box>
listing-line: 1950 DATA BA, A1, 9, 72, AD, 26, 0B, 16, 66, 1, 26, 0B, 1E, 60, 1, 80, 5A4 <box>800 1660 1255 1672</box>
listing-line: 550 DATA 3, 3D, 1, 0, 03, C7, 3, 4A, D0, 75, 2, 6, 0, 67, A3, FF, 1, 51E <box>94 1158 549 1170</box>
listing-line: 710 DATA 89, 1E, 53, 1, 0B, 3E, 77, 1, 03, FF, 7B, 74, A, 81, C7, 0D, 6BF <box>94 1365 549 1377</box>
listing-line: 840 DATA 76, 23, FE, C6, 0A, 36, 76, 1, 0B, 77, A1, 72, 1, 58, 3, F0, 7FE <box>94 1533 549 1545</box>
listing-line: 950 DATA F6, 0, BF, EE, 1, A4, 85, 8E, 49, 8F, 55, 7, 8A, 3B, 1E, 26, 785 <box>94 1675 549 1687</box>
listing-line: 610 DATA 1, 1, C6, 4, FE, 1, 2, C4, 4, FC, 1, 1, 5F, 5E, 5A, 59, 589 <box>94 1236 549 1248</box>
listing-line: 1570 DATA 5E, 65, 6E, 73, 41, 6C, 6C, 6C, 20, 74, 4F, 20, 62, 65, 61, 41, 489 <box>800 1169 1255 1181</box>
listing-line: 1590 DATA A, 24, 41, 4E, 53, 49, 20, 63, 61, 6E, 27, 76, 20, 62, 65, 437 <box>800 1195 1255 1207</box>
paragraph: This sequence uses a combination of the DOS PROMPT and ANSI cursor control. It saves the cursor position, moves the cur- <box>1040 425 1492 516</box>
listing-line: 1360 DATA 4C, 20, 53, 6C, 4F, 57, 5D, 20, 20, 2D, 2D, 42, 4E, 41, 42, D, 4CD <box>800 898 1255 910</box>
text-column-2 <box>558 338 1010 524</box>
listing-line: 1020 DATA 33, D2, E8, 5B, FF, 0B, E, F4, 1, D1, E9, 73, AB, BB, 29, AA, 9CB <box>94 1765 549 1777</box>
listing-line: 650 DATA 3C, 3F, 74, 5C, EB, 13, 3C, 6A, 8F, AA, 1, 74, 43, F6, 4, 55, 641 <box>94 1287 549 1299</box>
listing-line: 410 DATA 0F, 40, 0F, 20, 0F, 60, 0F, 10, 0F, 50, 0F, 30, 0F, 70, 0, 0, 5A9 <box>94 978 544 990</box>
listing-line: 940 DATA C3, 0, 0, 8E, C3, 58, C3, 1B, 57, BB, 40, 0, 8B, DB, 8E, 62, 73A <box>94 1662 549 1674</box>
listing-line: 1980 DATA CD, 21, E, 1F, BA, C6, 9, 80, 9F, 0, 4, C0, E9, 70, FF, 0B, 7E5 <box>800 1698 1255 1710</box>
listing-line: 860 DATA 26, 72, 1, F3, AB, E0, 38, 1, 7, C3, B0, 07, 3, B4, 22, 3A, 69F <box>94 1558 549 1570</box>
listing-line: 680 DATA 72, 45, 3C, 39, 77, 5, E8, 35, 1, EB, 29, 8F, 7F, 1, B9, F, 5E1 <box>94 1326 549 1338</box>
listing-line: 1130 DATA AA, 01, BF, B9, 0, 0B, 3B, FF, 1, C7, 6, 1, 2, B9, 0, C6, 6F9 <box>800 601 1255 613</box>
